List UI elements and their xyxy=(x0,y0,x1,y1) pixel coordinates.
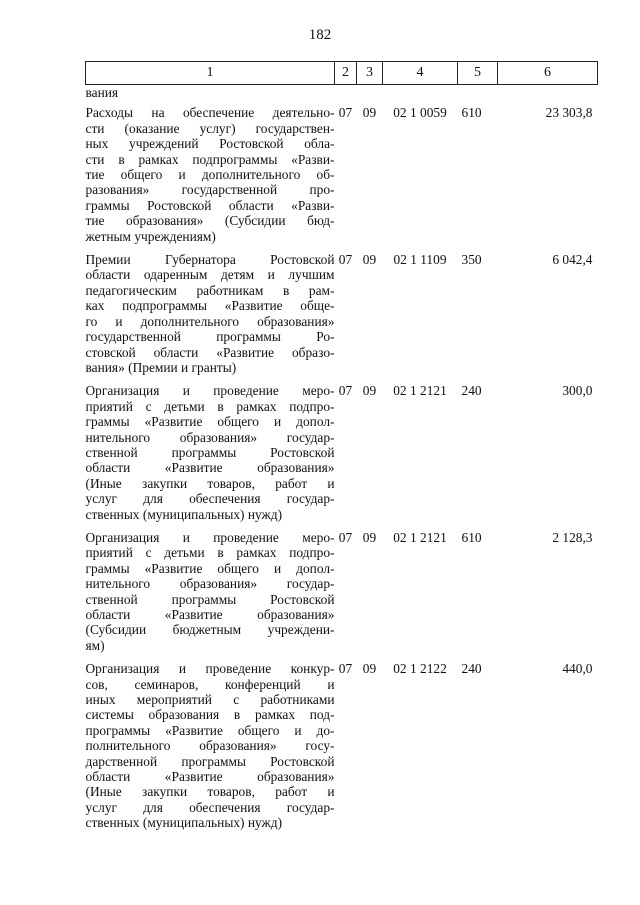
desc-line: ственных (муниципальных) нужд) xyxy=(85,506,283,522)
desc-line: области «Развитие образования» xyxy=(85,769,335,785)
header-col-1: 1 xyxy=(86,62,335,85)
desc-line: области «Развитие образования» xyxy=(85,607,335,622)
row-description xyxy=(86,530,335,661)
row-target-code: 02 1 1109 xyxy=(393,252,447,268)
table-row xyxy=(86,530,598,661)
desc-line: области «Развитие образования» xyxy=(85,460,335,476)
continuation-row xyxy=(86,85,598,106)
header-col-2: 2 xyxy=(335,62,357,85)
desc-line: Расходы на обеспечение деятельно- xyxy=(85,105,335,121)
table-row xyxy=(86,105,598,252)
desc-line: го и дополнительного образования» xyxy=(85,313,335,329)
row-expense-type: 240 xyxy=(461,661,482,677)
table-row xyxy=(86,661,598,838)
desc-line: Организация и проведение меро- xyxy=(85,383,335,399)
row-section: 07 xyxy=(338,105,353,121)
row-expense-type: 610 xyxy=(461,105,482,121)
desc-line: (Иные закупки товаров, работ и xyxy=(85,475,335,491)
row-amount: 2 128,3 xyxy=(552,529,593,545)
desc-line: граммы «Развитие общего и допол- xyxy=(85,414,335,430)
desc-line: граммы «Развитие общего и допол- xyxy=(85,560,335,576)
desc-line: стовской области «Развитие образо- xyxy=(85,344,335,360)
row-description xyxy=(86,383,335,530)
desc-line: сов, семинаров, конференций и xyxy=(85,676,335,692)
desc-line: тие общего и дополнительного об- xyxy=(85,167,335,183)
desc-line: системы образования в рамках под- xyxy=(85,707,335,723)
row-amount: 6 042,4 xyxy=(552,252,593,268)
row-section: 07 xyxy=(338,383,353,399)
desc-line: ках подпрограммы «Развитие обще- xyxy=(85,298,335,314)
desc-line: дарственной программы Ростовской xyxy=(85,753,335,769)
desc-line: ственной программы Ростовской xyxy=(85,591,335,607)
row-section: 07 xyxy=(338,529,353,545)
page-number: 182 xyxy=(308,27,332,43)
header-col-6: 6 xyxy=(498,62,598,85)
row-target-code: 02 1 2121 xyxy=(393,383,447,399)
desc-line: Премии Губернатора Ростовской xyxy=(85,252,335,268)
header-col-3: 3 xyxy=(357,62,383,85)
row-subsection: 09 xyxy=(362,661,377,677)
desc-line: программы «Развитие общего и до- xyxy=(85,722,335,738)
desc-line: области одаренным детям и лучшим xyxy=(85,267,335,283)
row-amount: 23 303,8 xyxy=(545,105,593,121)
desc-line: вания» (Премии и гранты) xyxy=(85,359,237,375)
desc-line: (Иные закупки товаров, работ и xyxy=(85,784,335,800)
desc-line: иных мероприятий с работниками xyxy=(85,692,335,708)
table-row xyxy=(86,252,598,383)
desc-line: ных учреждений Ростовской обла- xyxy=(85,136,335,152)
desc-line: услуг для обеспечения государ- xyxy=(85,491,335,507)
row-subsection: 09 xyxy=(362,529,377,545)
row-description xyxy=(86,105,335,252)
desc-line: педагогическим работникам в рам- xyxy=(85,282,335,298)
desc-line: разования» государственной про- xyxy=(85,182,335,198)
desc-line: тие образования» (Субсидии бюд- xyxy=(85,213,335,229)
row-description xyxy=(86,661,335,838)
desc-line: сти (оказание услуг) государствен- xyxy=(85,120,335,136)
row-expense-type: 240 xyxy=(461,383,482,399)
desc-line: услуг для обеспечения государ- xyxy=(85,799,335,815)
desc-line: нительного образования» государ- xyxy=(85,429,335,445)
row-subsection: 09 xyxy=(362,105,377,121)
table-header-row xyxy=(86,62,598,85)
header-col-5: 5 xyxy=(458,62,498,85)
desc-line: ям) xyxy=(85,637,105,653)
desc-line: приятий с детьми в рамках подпро- xyxy=(85,398,335,414)
row-amount: 440,0 xyxy=(562,661,593,677)
desc-line: государственной программы Ро- xyxy=(85,329,335,345)
continuation-text: вания xyxy=(85,85,119,100)
row-description xyxy=(86,252,335,383)
desc-line: Организация и проведение конкур- xyxy=(85,661,335,677)
row-target-code: 02 1 2121 xyxy=(393,529,447,545)
desc-line: (Субсидии бюджетным учреждени- xyxy=(85,622,335,638)
desc-line: Организация и проведение меро- xyxy=(85,529,335,545)
desc-line: ственной программы Ростовской xyxy=(85,444,335,460)
row-section: 07 xyxy=(338,661,353,677)
row-subsection: 09 xyxy=(362,383,377,399)
row-section: 07 xyxy=(338,252,353,268)
row-target-code: 02 1 2122 xyxy=(393,661,447,677)
row-target-code: 02 1 0059 xyxy=(393,105,447,121)
desc-line: приятий с детьми в рамках подпро- xyxy=(85,545,335,561)
row-amount: 300,0 xyxy=(562,383,593,399)
desc-line: нительного образования» государ- xyxy=(85,576,335,592)
row-expense-type: 610 xyxy=(461,529,482,545)
desc-line: полнительного образования» госу- xyxy=(85,738,335,754)
desc-line: ственных (муниципальных) нужд) xyxy=(85,815,283,831)
desc-line: жетным учреждениям) xyxy=(85,228,216,244)
budget-table xyxy=(85,61,598,839)
desc-line: граммы Ростовской области «Разви- xyxy=(85,197,335,213)
table-row xyxy=(86,383,598,530)
desc-line: сти в рамках подпрограммы «Разви- xyxy=(85,151,335,167)
row-subsection: 09 xyxy=(362,252,377,268)
header-col-4: 4 xyxy=(383,62,458,85)
row-expense-type: 350 xyxy=(461,252,482,268)
